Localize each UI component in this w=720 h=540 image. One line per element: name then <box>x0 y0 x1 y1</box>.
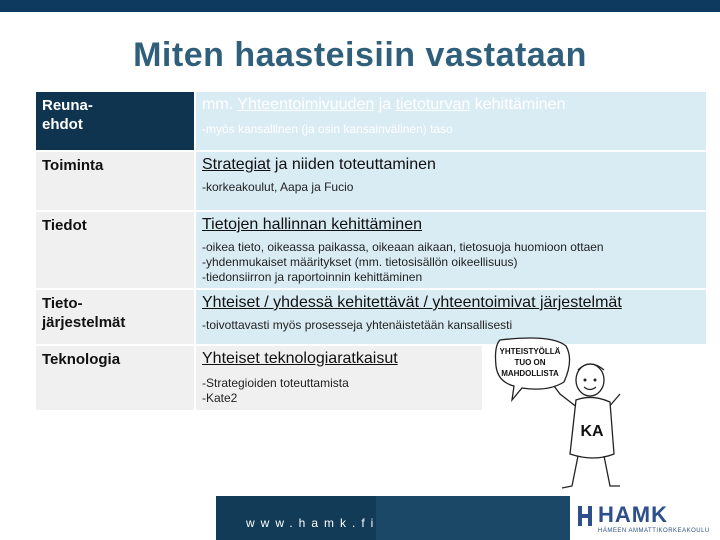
shirt-text: KA <box>580 423 604 440</box>
table-row-teknologia <box>36 346 482 410</box>
row-label: Teknologia <box>42 351 121 368</box>
row-content-cell <box>196 92 706 150</box>
row-detail: -Strategioiden toteuttamista <box>202 376 349 390</box>
row-label: Reuna- ehdot <box>42 97 93 133</box>
website-link[interactable]: www.hamk.fi <box>246 516 380 530</box>
row-heading: Strategiat ja niiden toteuttaminen <box>202 156 436 173</box>
speech-text-line: TUO ON <box>514 358 546 367</box>
row-label-cell <box>36 152 194 210</box>
footer-mid-block <box>376 496 570 540</box>
row-detail: -myös kansallinen (ja osin kansainvälinen) taso <box>202 122 453 136</box>
row-detail: -yhdenmukaiset määritykset (mm. tietosisällön oikeellisuus) <box>202 255 518 269</box>
row-detail: -tiedonsiirron ja raportoinnin kehittäminen <box>202 270 423 284</box>
row-heading: Tietojen hallinnan kehittäminen <box>202 216 422 233</box>
row-heading: mm. Yhteentoimivuuden ja tietoturvan kehittäminen <box>202 96 566 113</box>
row-label: Tieto- järjestelmät <box>42 295 126 331</box>
page-title: Miten haasteisiin vastataan <box>133 36 587 74</box>
row-detail: -korkeakoulut, Aapa ja Fucio <box>202 180 354 194</box>
table-row-toiminta <box>36 152 706 210</box>
logo-subtitle: HÄMEEN AMMATTIKORKEAKOULU <box>598 528 710 534</box>
row-detail: -Kate2 <box>202 391 238 405</box>
cartoon-leg <box>562 456 578 488</box>
row-label: Toiminta <box>42 157 104 174</box>
logo-mark-icon <box>578 506 592 526</box>
row-content-cell <box>196 346 482 410</box>
row-label-cell <box>36 346 194 410</box>
table-row-reunaehdot <box>36 92 706 150</box>
row-heading: Yhteiset teknologiaratkaisut <box>202 350 398 367</box>
logo-text: HAMK <box>598 502 668 527</box>
hamk-logo <box>570 496 720 540</box>
row-content-cell <box>196 152 706 210</box>
row-detail: -oikea tieto, oikeassa paikassa, oikeaan aikaan, tietosuoja huomioon ottaen <box>202 240 604 254</box>
cartoon-eye <box>584 379 587 382</box>
cartoon-illustration <box>482 336 622 496</box>
row-label-cell <box>36 92 194 150</box>
row-heading: Yhteiset / yhdessä kehitettävät / yhteentoimivat järjestelmät <box>202 294 622 311</box>
cartoon-leg <box>604 456 620 486</box>
row-label-cell <box>36 290 194 344</box>
cartoon-eye <box>594 379 597 382</box>
row-content-cell <box>196 290 706 344</box>
table-row-tiedot <box>36 212 706 288</box>
cartoon-arm <box>554 386 578 408</box>
top-bar <box>0 0 720 12</box>
row-label: Tiedot <box>42 217 87 234</box>
row-detail: -toivottavasti myös prosesseja yhtenäistetään kansallisesti <box>202 318 513 332</box>
speech-text-line: YHTEISTYÖLLÄ <box>499 347 561 356</box>
row-label-cell <box>36 212 194 288</box>
row-content-cell <box>196 212 706 288</box>
speech-text-line: MAHDOLLISTA <box>501 369 559 378</box>
